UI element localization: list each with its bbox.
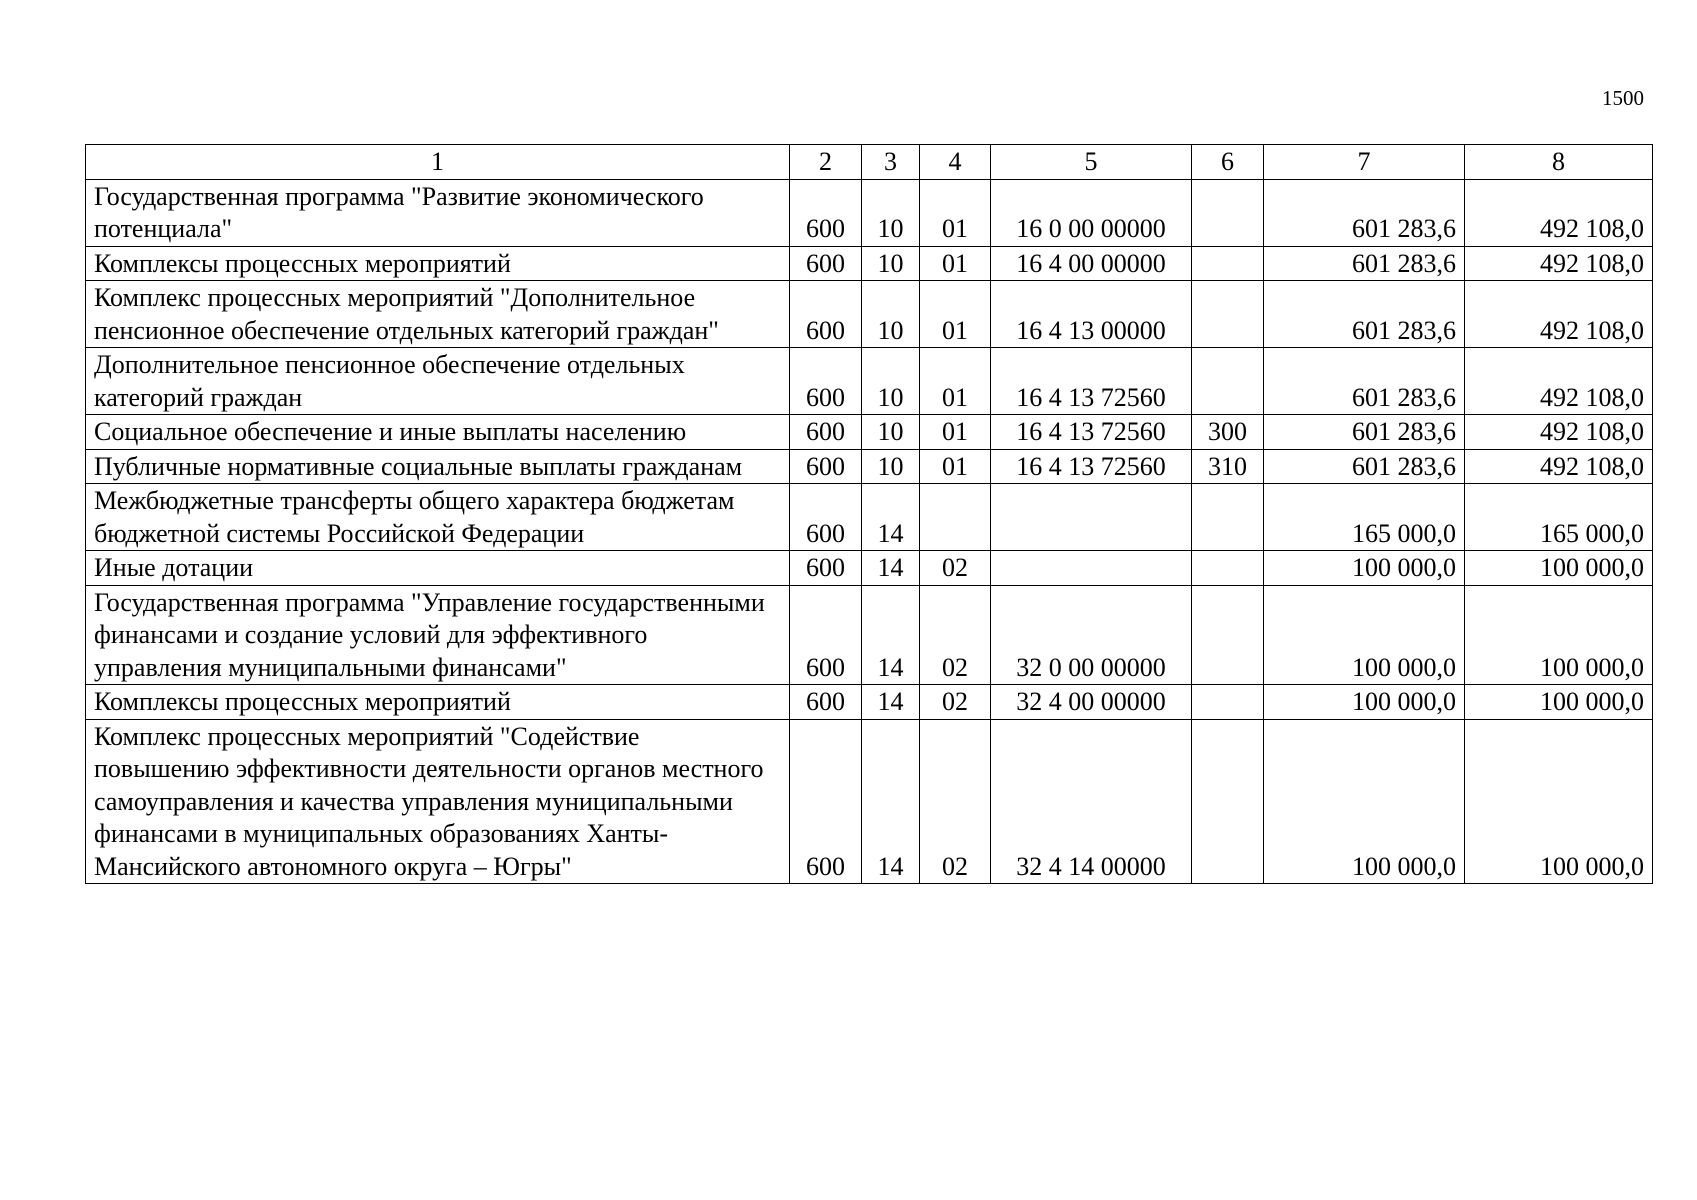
- row-cell-7: 601 283,6: [1264, 415, 1465, 450]
- row-name-cell: Государственная программа "Управление государственными финансами и создание условий для эффективного управления муниципальными финансами": [86, 585, 790, 685]
- header-row: [86, 145, 1653, 180]
- row-cell-5: 16 4 13 72560: [991, 348, 1192, 415]
- row-cell-4: 01: [920, 179, 991, 246]
- row-cell-2: 600: [790, 246, 862, 281]
- table-row: [86, 449, 1653, 484]
- row-cell-5: 16 4 00 00000: [991, 246, 1192, 281]
- header-cell-5: 5: [991, 145, 1192, 180]
- row-cell-7: 165 000,0: [1264, 484, 1465, 551]
- row-cell-3: 10: [862, 246, 920, 281]
- header-cell-6: 6: [1192, 145, 1264, 180]
- page-number: 1500: [1602, 86, 1644, 110]
- row-cell-2: 600: [790, 179, 862, 246]
- row-cell-2: 600: [790, 348, 862, 415]
- row-cell-4: 02: [920, 685, 991, 720]
- row-cell-7: 601 283,6: [1264, 246, 1465, 281]
- row-cell-2: 600: [790, 585, 862, 685]
- row-cell-3: 10: [862, 449, 920, 484]
- row-cell-3: 10: [862, 415, 920, 450]
- row-cell-3: 10: [862, 281, 920, 348]
- row-cell-4: 01: [920, 246, 991, 281]
- row-name-cell: Комплекс процессных мероприятий "Содействие повышению эффективности деятельности органов местного самоуправления и качества управления муниципальными финансами в муниципальных образованиях Ханты-Мансийского автономного округа – Югры": [86, 719, 790, 884]
- row-name-cell: Государственная программа "Развитие экономического потенциала": [86, 179, 790, 246]
- row-name-cell: Комплексы процессных мероприятий: [86, 685, 790, 720]
- row-cell-6: [1192, 281, 1264, 348]
- row-cell-3: 14: [862, 551, 920, 586]
- row-name-cell: Межбюджетные трансферты общего характера бюджетам бюджетной системы Российской Федерации: [86, 484, 790, 551]
- row-cell-8: 492 108,0: [1465, 179, 1653, 246]
- row-cell-5: 32 4 14 00000: [991, 719, 1192, 884]
- row-cell-7: 601 283,6: [1264, 348, 1465, 415]
- row-cell-8: 492 108,0: [1465, 281, 1653, 348]
- row-cell-8: 492 108,0: [1465, 415, 1653, 450]
- row-cell-5: 16 0 00 00000: [991, 179, 1192, 246]
- row-cell-3: 14: [862, 585, 920, 685]
- row-cell-3: 10: [862, 348, 920, 415]
- row-cell-4: 02: [920, 551, 991, 586]
- row-cell-6: [1192, 246, 1264, 281]
- row-cell-5: [991, 484, 1192, 551]
- table-row: [86, 585, 1653, 685]
- row-cell-5: 32 4 00 00000: [991, 685, 1192, 720]
- table-row: [86, 281, 1653, 348]
- row-cell-6: 300: [1192, 415, 1264, 450]
- row-name-cell: Дополнительное пенсионное обеспечение отдельных категорий граждан: [86, 348, 790, 415]
- table-row: [86, 415, 1653, 450]
- table-row: [86, 179, 1653, 246]
- row-cell-4: 01: [920, 415, 991, 450]
- table-row: [86, 246, 1653, 281]
- row-name-cell: Публичные нормативные социальные выплаты гражданам: [86, 449, 790, 484]
- header-cell-7: 7: [1264, 145, 1465, 180]
- row-cell-8: 100 000,0: [1465, 585, 1653, 685]
- row-cell-7: 601 283,6: [1264, 281, 1465, 348]
- header-cell-8: 8: [1465, 145, 1653, 180]
- row-cell-2: 600: [790, 685, 862, 720]
- row-cell-4: 02: [920, 585, 991, 685]
- header-cell-4: 4: [920, 145, 991, 180]
- header-cell-2: 2: [790, 145, 862, 180]
- row-cell-7: 100 000,0: [1264, 551, 1465, 586]
- table-row: [86, 484, 1653, 551]
- row-name-cell: Иные дотации: [86, 551, 790, 586]
- row-cell-5: [991, 551, 1192, 586]
- row-cell-4: 01: [920, 348, 991, 415]
- row-cell-5: 16 4 13 72560: [991, 415, 1192, 450]
- row-name-cell: Социальное обеспечение и иные выплаты населению: [86, 415, 790, 450]
- table-row: [86, 719, 1653, 884]
- row-cell-8: 100 000,0: [1465, 551, 1653, 586]
- row-cell-2: 600: [790, 484, 862, 551]
- row-cell-6: [1192, 551, 1264, 586]
- row-cell-6: [1192, 179, 1264, 246]
- table-row: [86, 685, 1653, 720]
- row-name-cell: Комплексы процессных мероприятий: [86, 246, 790, 281]
- row-cell-5: 16 4 13 00000: [991, 281, 1192, 348]
- row-cell-7: 601 283,6: [1264, 179, 1465, 246]
- row-cell-6: [1192, 719, 1264, 884]
- row-cell-7: 100 000,0: [1264, 719, 1465, 884]
- row-cell-3: 14: [862, 685, 920, 720]
- row-cell-3: 10: [862, 179, 920, 246]
- row-cell-7: 601 283,6: [1264, 449, 1465, 484]
- header-cell-1: 1: [86, 145, 790, 180]
- row-cell-2: 600: [790, 719, 862, 884]
- row-cell-8: 492 108,0: [1465, 348, 1653, 415]
- row-cell-6: 310: [1192, 449, 1264, 484]
- row-name-cell: Комплекс процессных мероприятий "Дополнительное пенсионное обеспечение отдельных категорий граждан": [86, 281, 790, 348]
- row-cell-4: 01: [920, 281, 991, 348]
- row-cell-4: [920, 484, 991, 551]
- row-cell-2: 600: [790, 415, 862, 450]
- row-cell-4: 02: [920, 719, 991, 884]
- row-cell-2: 600: [790, 551, 862, 586]
- budget-table: [85, 144, 1653, 884]
- row-cell-3: 14: [862, 719, 920, 884]
- row-cell-2: 600: [790, 449, 862, 484]
- row-cell-5: 32 0 00 00000: [991, 585, 1192, 685]
- row-cell-8: 100 000,0: [1465, 719, 1653, 884]
- row-cell-8: 100 000,0: [1465, 685, 1653, 720]
- row-cell-8: 492 108,0: [1465, 246, 1653, 281]
- row-cell-2: 600: [790, 281, 862, 348]
- row-cell-6: [1192, 585, 1264, 685]
- row-cell-5: 16 4 13 72560: [991, 449, 1192, 484]
- row-cell-6: [1192, 348, 1264, 415]
- row-cell-3: 14: [862, 484, 920, 551]
- table-row: [86, 551, 1653, 586]
- row-cell-8: 165 000,0: [1465, 484, 1653, 551]
- row-cell-7: 100 000,0: [1264, 685, 1465, 720]
- row-cell-8: 492 108,0: [1465, 449, 1653, 484]
- row-cell-6: [1192, 484, 1264, 551]
- row-cell-6: [1192, 685, 1264, 720]
- table-row: [86, 348, 1653, 415]
- row-cell-4: 01: [920, 449, 991, 484]
- row-cell-7: 100 000,0: [1264, 585, 1465, 685]
- header-cell-3: 3: [862, 145, 920, 180]
